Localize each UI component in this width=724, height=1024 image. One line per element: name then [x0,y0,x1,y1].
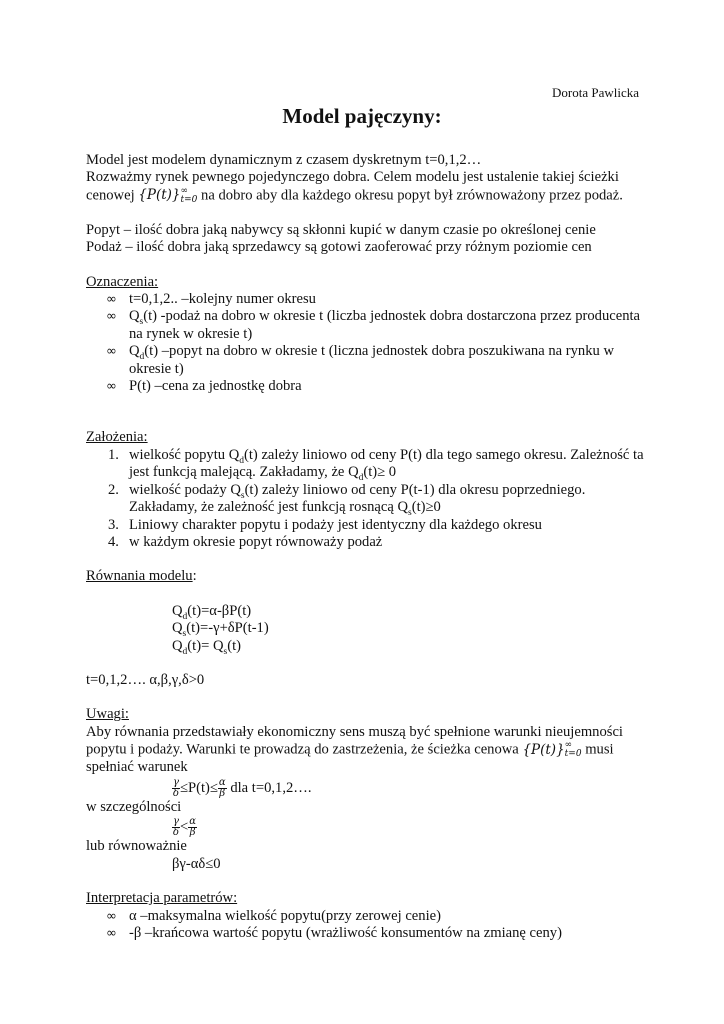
definition-podaz: Podaż – ilość dobra jaką sprzedawcy są gotowi zaoferować przy różnym poziomie cen [86,239,592,256]
page-title: Model pajęczyny: [282,104,442,128]
price-condition: $\frac{\gamma}{\delta}$ ≤P(t)≤ $\frac{\alpha}{\beta}$ dla t=0,1,2…. [172,776,312,799]
list-item: 1. wielkość popytu $Q_d(t)$ zależy liniowo od ceny P(t) dla tego samego okresu. Zależność ta jest funkcją malejącą. Zakładamy, że $Q_d(t)\ge 0$ [108,446,644,484]
intro-line-2: Rozważmy rynek pewnego pojedynczego dobra. Celem modelu jest ustalenie takiej ścieżki [86,169,619,186]
uwagi-heading: Uwagi: [86,706,129,723]
document-body [86,152,646,942]
intro-line-3: cenowej {P(t)} ∞ t=0 na dobro aby dla każdego okresu popyt był zrównoważony przez podaż. [86,185,623,205]
uwagi-line-2: popytu i podaży. Warunki te prowadzą do zastrzeżenia, że ścieżka cenowa {P(t)} ∞ t=0 musi [86,740,614,760]
infinity-bullet-icon: ∞ [106,292,117,308]
interpretacja-list [86,908,646,943]
list-item: ∞ $Q_d(t)$ –popyt na dobro w okresie t (liczna jednostek dobra poszukiwana na rynku w okresie t) [106,343,615,377]
list-item: ∞ t=0,1,2.. –kolejny numer okresu [106,291,316,308]
zalozenia-heading: Założenia: [86,429,148,446]
zalozenia-list [86,447,646,551]
list-item: 2. wielkość podaży $Q_s(t)$ zależy liniowo od ceny P(t-1) dla okresu poprzedniego. Zakładamy, że zależność jest funkcją rosnącą $Q_s(t)\ge 0$ [108,481,586,518]
infinity-bullet-icon: ∞ [106,908,117,924]
list-item: ∞ α –maksymalna wielkość popytu(przy zerowej cenie) [106,907,441,924]
rownania-heading: Równania modelu: [86,568,197,585]
intro-line-1: Model jest modelem dynamicznym z czasem dyskretnym t=0,1,2… [86,152,482,168]
price-path-set: {P(t)} ∞ t=0 [522,740,582,760]
list-item: ∞ P(t) –cena za jednostkę dobra [106,378,302,395]
list-item: ∞ -β –krańcowa wartość popytu (wrażliwość konsumentów na zmianę ceny) [106,924,562,941]
interpretacja-heading: Interpretacja parametrów: [86,890,238,907]
lub-rownowaznie: lub równoważnie [86,838,187,855]
definition-popyt: Popyt – ilość dobra jaką nabywcy są skłonni kupić w danym czasie po określonej cenie [86,221,596,238]
infinity-bullet-icon: ∞ [106,309,117,325]
equivalent-inequality: βγ-αδ≤0 [172,855,221,872]
w-szczegolnosci: w szczególności [86,798,182,815]
parameters-line: t=0,1,2…. α,β,γ,δ>0 [86,671,205,688]
list-item: 4. w każdym okresie popyt równoważy podaż [108,533,383,550]
fraction-inequality: $\frac{\gamma}{\delta}$ < $\frac{\alpha}{\beta}$ [172,816,196,839]
price-path-set: {P(t)} ∞ t=0 [138,185,198,205]
author-name: Dorota Pawlicka [551,85,639,100]
uwagi-line-1: Aby równania przedstawiały ekonomiczny sens muszą być spełnione warunki nieujemności [86,723,623,740]
infinity-bullet-icon: ∞ [106,379,117,395]
equation-supply: $Q_s(t)=-\gamma+\delta P(t-1)$ [172,620,269,640]
list-item: 3. Liniowy charakter popytu i podaży jest identyczny dla każdego okresu [108,516,542,533]
oznaczenia-list [86,291,646,395]
uwagi-line-3: spełniać warunek [86,759,188,776]
equation-equilibrium: $Q_d(t)= Q_s(t)$ [172,637,241,657]
list-item: ∞ $Q_s(t)$ -podaż na dobro w okresie t (liczba jednostek dobra dostarczona przez producenta na rynek w okresie t) [106,308,641,342]
equation-demand: $Q_d(t)=\alpha-\beta P(t)$ [172,602,252,622]
infinity-bullet-icon: ∞ [106,925,117,941]
infinity-bullet-icon: ∞ [106,344,117,360]
oznaczenia-heading: Oznaczenia: [86,273,159,290]
